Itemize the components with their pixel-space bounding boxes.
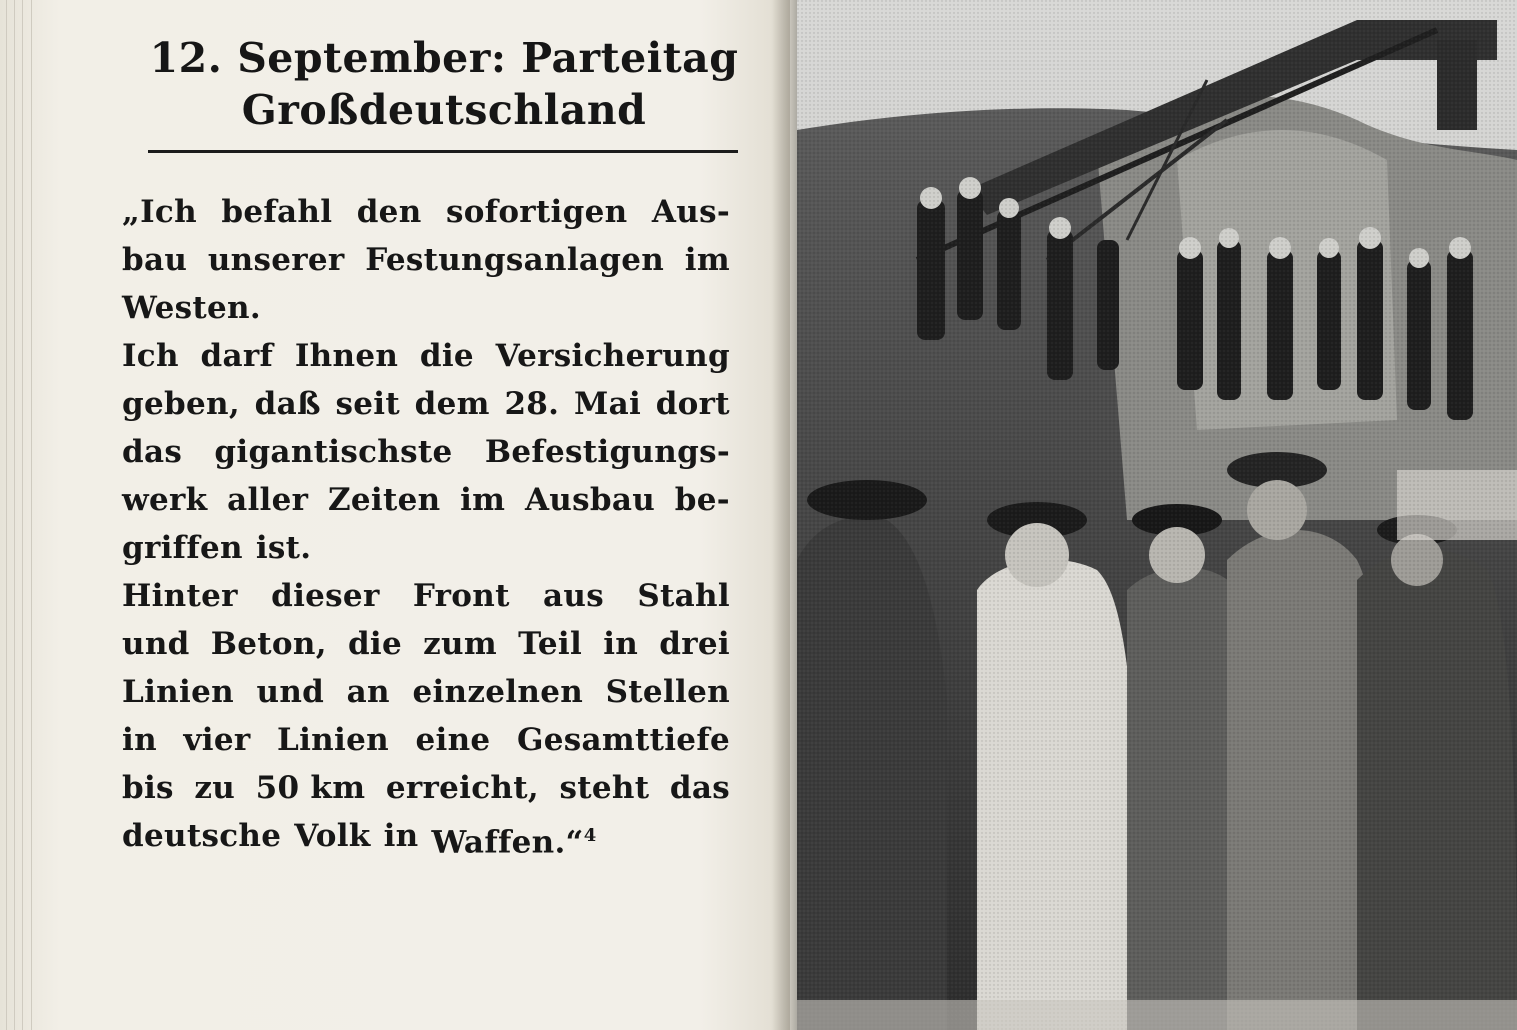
word: gigantischste <box>214 434 453 470</box>
quote-paragraph <box>122 188 730 332</box>
word: darf <box>200 338 274 374</box>
text-line <box>122 668 730 716</box>
page-edge <box>6 0 7 1030</box>
word: in <box>122 722 157 758</box>
text-line <box>122 236 730 284</box>
word: aller <box>227 482 309 518</box>
word: Linien <box>122 674 234 710</box>
word: das <box>669 770 730 806</box>
word: Ihnen <box>294 338 399 374</box>
text-line <box>122 332 730 380</box>
word: Gesamttiefe <box>516 722 730 758</box>
word: dieser <box>271 578 380 614</box>
word: Stellen <box>605 674 730 710</box>
word: drei <box>659 626 730 662</box>
word: und <box>256 674 325 710</box>
word: daß <box>254 386 321 422</box>
word: einzelnen <box>412 674 584 710</box>
word: an <box>346 674 390 710</box>
text-line <box>122 620 730 668</box>
text-line <box>122 716 730 764</box>
word: Festungsanlagen <box>365 242 665 278</box>
page-edge <box>31 0 32 1030</box>
text-line <box>122 812 730 860</box>
word: die <box>419 338 474 374</box>
page-edge <box>22 0 23 1030</box>
text-line <box>122 524 730 572</box>
word: Befestigungs- <box>484 434 730 470</box>
word: dem <box>414 386 490 422</box>
word: Westen. <box>122 290 261 326</box>
text-line <box>122 572 730 620</box>
word: Ich <box>122 338 179 374</box>
photograph-icon <box>797 0 1517 1030</box>
word: in <box>603 626 639 662</box>
word: Zeiten <box>327 482 441 518</box>
text-line <box>122 188 730 236</box>
word: Ausbau <box>524 482 656 518</box>
text-line <box>122 284 730 332</box>
word: zu <box>194 770 236 806</box>
word: griffen <box>122 530 243 566</box>
word: vier <box>183 722 251 758</box>
word: die <box>347 626 403 662</box>
headline-rule <box>148 150 738 153</box>
word: be- <box>674 482 730 518</box>
text-line <box>122 428 730 476</box>
word: im <box>460 482 506 518</box>
word: bau <box>122 242 188 278</box>
page-headline <box>148 32 740 136</box>
word: sofortigen <box>445 194 628 230</box>
word: unserer <box>207 242 345 278</box>
quote-paragraph <box>122 572 730 860</box>
text-line <box>122 380 730 428</box>
book-gutter <box>772 0 798 1030</box>
word: Waffen.“$^4$ <box>431 824 597 861</box>
text-line <box>122 764 730 812</box>
quote-paragraph <box>122 332 730 572</box>
word: bis <box>122 770 174 806</box>
word: im <box>684 242 730 278</box>
word: Front <box>412 578 510 614</box>
word: Aus- <box>651 194 730 230</box>
photograph <box>797 0 1517 1030</box>
word: werk <box>122 482 208 518</box>
word: den <box>356 194 422 230</box>
text-line <box>122 476 730 524</box>
word: befahl <box>221 194 333 230</box>
quote-text <box>122 188 730 860</box>
word: Mai <box>573 386 642 422</box>
word: aus <box>543 578 605 614</box>
word: zum <box>423 626 497 662</box>
word: 50 km <box>255 770 366 806</box>
word: Stahl <box>637 578 730 614</box>
word: Linien <box>277 722 389 758</box>
headline-line-1: 12. September: Parteitag <box>149 34 739 82</box>
word: dort <box>655 386 730 422</box>
word: in <box>383 818 419 854</box>
word: Beton, <box>210 626 327 662</box>
word: eine <box>415 722 491 758</box>
word: 28. <box>504 386 560 422</box>
word: steht <box>559 770 650 806</box>
word: geben, <box>122 386 240 422</box>
word: Hinter <box>122 578 238 614</box>
footnote-marker: 4 <box>583 825 597 846</box>
word: Versicherung <box>495 338 730 374</box>
word: Teil <box>518 626 583 662</box>
word: seit <box>335 386 400 422</box>
word: „Ich <box>122 194 197 230</box>
word: ist. <box>255 530 312 566</box>
word: Volk <box>294 818 371 854</box>
word: und <box>122 626 190 662</box>
word: erreicht, <box>385 770 539 806</box>
headline-line-2: Großdeutschland <box>241 86 647 134</box>
page-edge <box>14 0 15 1030</box>
word: deutsche <box>122 818 282 854</box>
word: das <box>122 434 183 470</box>
